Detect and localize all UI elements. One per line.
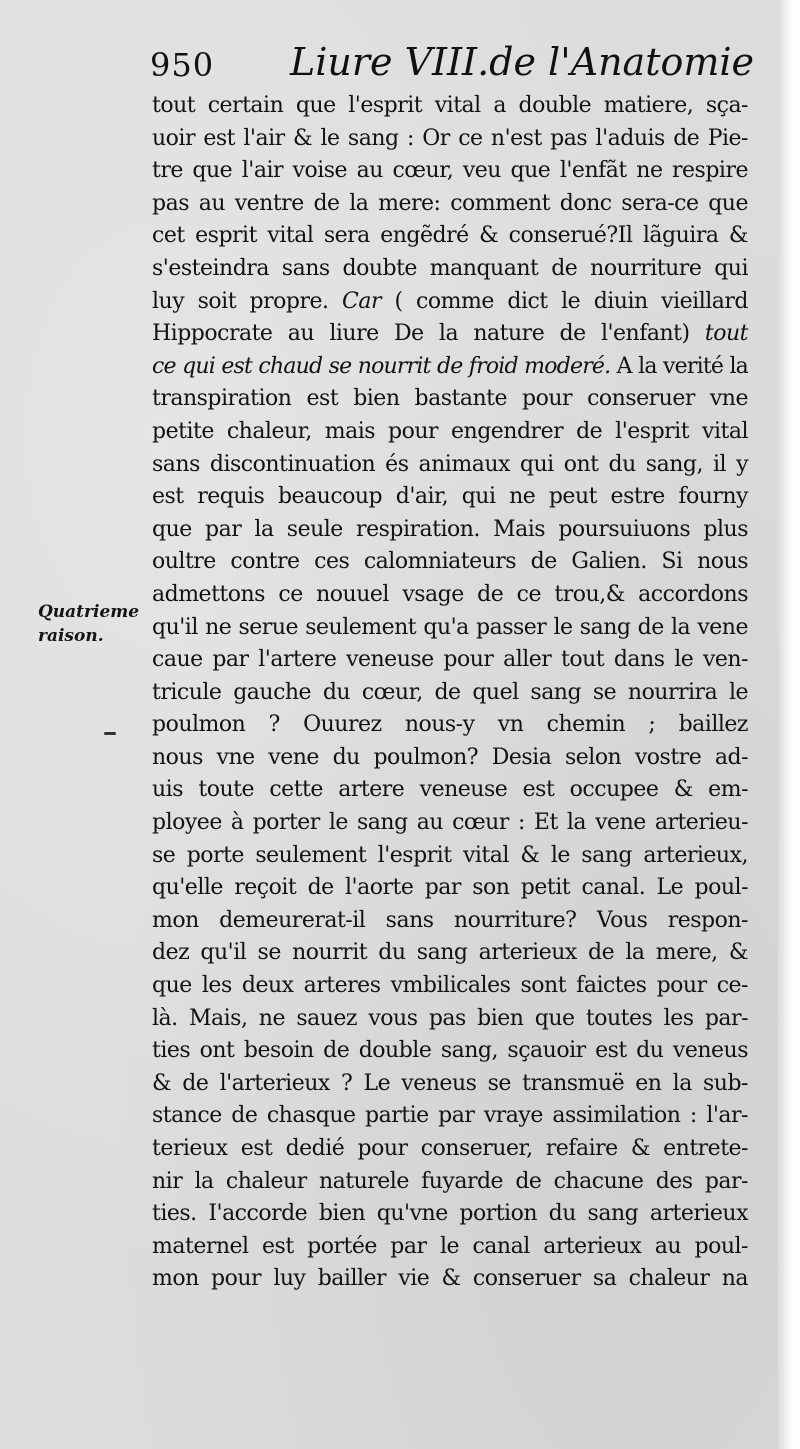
text-line-roman: qu'il ne serue seulement qu'a passer le sang de la vene: [152, 614, 748, 640]
text-line-italic: Car: [342, 288, 381, 314]
text-line: [152, 1263, 748, 1296]
text-line: [152, 1100, 748, 1133]
running-head: Liure VIII.de l'Anatomie: [290, 40, 755, 84]
text-line: [152, 416, 748, 449]
text-line: [152, 579, 748, 612]
text-line-roman: luy soit propre.: [152, 288, 342, 314]
text-line-roman: caue par l'artere veneuse pour aller tout dans le ven-: [152, 647, 748, 673]
text-line-roman: là. Mais, ne sauez vous pas bien que toutes les par-: [152, 1005, 748, 1031]
page-edge: [778, 0, 800, 1449]
margin-note-line: raison.: [38, 626, 104, 646]
text-line: [152, 383, 748, 416]
text-line-roman: ties. I'accorde bien qu'vne portion du sang arterieux: [152, 1201, 748, 1227]
ink-mark: [104, 732, 116, 735]
text-line: [152, 481, 748, 514]
page-header: [150, 40, 755, 96]
text-line: [152, 123, 748, 156]
text-line-roman: que les deux arteres vmbilicales sont faictes pour ce-: [152, 973, 748, 999]
text-line: [152, 1231, 748, 1264]
text-line-roman: transpiration est bien bastante pour conseruer vne: [152, 386, 748, 412]
text-line-roman: maternel est portée par le canal arterieux au poul-: [152, 1233, 748, 1259]
text-line-roman: poulmon ? Ouurez nous-y vn chemin ; baillez: [152, 712, 748, 738]
text-line: [152, 318, 748, 351]
text-line-roman: uoir est l'air & le sang : Or ce n'est pas l'aduis de Pie-: [152, 125, 748, 151]
text-line: [152, 742, 748, 775]
text-line: [152, 546, 748, 579]
text-line-roman: ( comme dict le diuin vieillard: [380, 288, 748, 314]
text-line: [152, 351, 748, 384]
text-line-roman: tricule gauche du cœur, de quel sang se nourrira le: [152, 679, 748, 705]
margin-note-line: Quatrieme: [38, 602, 140, 622]
text-line: [152, 774, 748, 807]
text-line: [152, 937, 748, 970]
text-line-roman: qu'elle reçoit de l'aorte par son petit canal. Le poul-: [152, 875, 748, 901]
text-line-roman: admettons ce nouuel vsage de ce trou,& accordons: [152, 581, 748, 607]
text-line-roman: mon pour luy bailler vie & conseruer sa chaleur na: [152, 1266, 748, 1292]
text-line-roman: nir la chaleur naturele fuyarde de chacune des par-: [152, 1168, 748, 1194]
text-line-italic: tout: [704, 321, 748, 347]
text-line: [152, 1166, 748, 1199]
text-line: [152, 90, 748, 123]
text-line: [152, 872, 748, 905]
text-line: [152, 253, 748, 286]
text-line-roman: cet esprit vital sera engẽdré & conserué?Il lãguira &: [152, 223, 748, 249]
text-line: [152, 677, 748, 710]
text-line: [152, 644, 748, 677]
text-line-roman: ties ont besoin de double sang, sçauoir est du veneus: [152, 1038, 748, 1064]
margin-note: [38, 600, 148, 648]
text-line-roman: uis toute cette artere veneuse est occupee & em-: [152, 777, 748, 803]
text-line-roman: s'esteindra sans doubte manquant de nourriture qui: [152, 255, 748, 281]
text-line-roman: dez qu'il se nourrit du sang arterieux de la mere, &: [152, 940, 748, 966]
text-line: [152, 612, 748, 645]
text-line-roman: tout certain que l'esprit vital a double matiere, sça-: [152, 93, 748, 118]
text-line: [152, 449, 748, 482]
text-line-italic: ce qui est chaud se nourrit de froid moderé.: [152, 353, 611, 379]
text-line: [152, 970, 748, 1003]
text-line: [152, 1035, 748, 1068]
text-line-roman: & de l'arterieux ? Le veneus se transmuë en la sub-: [152, 1070, 748, 1096]
text-line: [152, 1003, 748, 1036]
text-line: [152, 220, 748, 253]
text-line-roman: terieux est dedié pour conseruer, refaire & entrete-: [152, 1136, 748, 1161]
text-line-roman: Hippocrate au liure De la nature de l'enfant): [152, 321, 705, 347]
text-line-roman: pas au ventre de la mere: comment donc sera-ce que: [152, 190, 748, 216]
text-line-roman: stance de chasque partie par vraye assimilation : l'ar-: [152, 1103, 748, 1129]
text-line-roman: est requis beaucoup d'air, qui ne peut estre fourny: [152, 484, 748, 510]
text-line-roman: nous vne vene du poulmon? Desia selon vostre ad-: [152, 744, 748, 770]
text-line-roman: oultre contre ces calomniateurs de Galien. Si nous: [152, 549, 748, 575]
body-text: [152, 90, 748, 1296]
text-line: [152, 1068, 748, 1101]
text-line: [152, 1198, 748, 1231]
text-line: [152, 905, 748, 938]
text-line-roman: sans discontinuation és animaux qui ont du sang, il y: [152, 451, 748, 477]
text-line: [152, 155, 748, 188]
text-line: [152, 514, 748, 547]
text-line-roman: se porte seulement l'esprit vital & le sang arterieux,: [152, 842, 748, 868]
text-line-roman: mon demeurerat-il sans nourriture? Vous respon-: [152, 907, 748, 933]
page-number: 950: [150, 46, 215, 84]
text-line-roman: petite chaleur, mais pour engendrer de l'esprit vital: [152, 418, 748, 444]
text-line-roman: que par la seule respiration. Mais poursuiuons plus: [152, 516, 748, 542]
text-line-roman: A la verité la: [610, 353, 748, 379]
text-line: [152, 840, 748, 873]
text-line: [152, 1133, 748, 1166]
text-line-roman: tre que l'air voise au cœur, veu que l'enfãt ne respire: [152, 158, 748, 184]
text-line: [152, 709, 748, 742]
text-line: [152, 286, 748, 319]
text-line-roman: ployee à porter le sang au cœur : Et la vene arterieu-: [152, 810, 748, 836]
text-line: [152, 188, 748, 221]
text-line: [152, 807, 748, 840]
